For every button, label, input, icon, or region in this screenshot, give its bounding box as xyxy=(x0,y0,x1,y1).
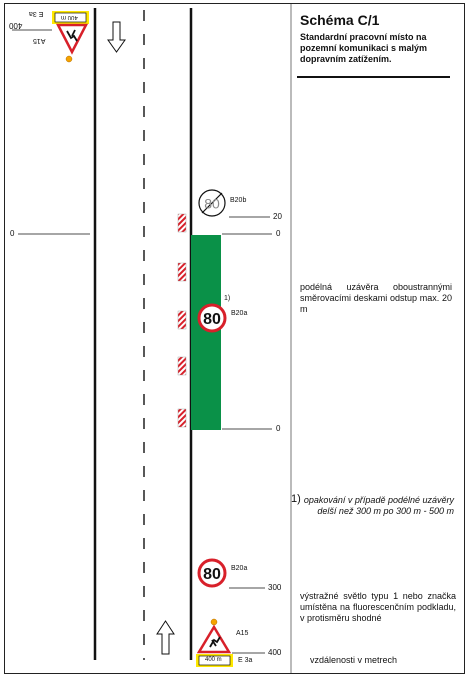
end-speed-distance: 20 xyxy=(273,212,282,221)
speed-2-distance: 300 xyxy=(268,583,282,592)
end-speed-code: B20b xyxy=(230,197,247,204)
top-plate-text: 400 m xyxy=(61,13,78,20)
title-divider xyxy=(297,76,450,78)
speed-2-code: B20a xyxy=(231,565,248,572)
speed-1-code: B20a xyxy=(231,310,248,317)
speed-limit-sign-2-group xyxy=(199,560,225,586)
top-distance-label: 400 xyxy=(9,21,23,30)
scheme-title: Schéma C/1 xyxy=(300,12,380,28)
end-speed-limit-value: 80 xyxy=(204,195,220,212)
top-plate-code: E 3a xyxy=(29,10,44,17)
left-zero-label: 0 xyxy=(10,229,15,238)
zone-start-label: 0 xyxy=(276,229,281,238)
bottom-sign-code: A15 xyxy=(236,630,249,637)
footnote-text: opakování v případě podélné uzávěry delší než 300 m po 300 m - 500 m xyxy=(303,495,454,516)
work-zone xyxy=(191,235,221,430)
bottom-plate-code: E 3a xyxy=(238,657,253,664)
speed-limit-value: 80 xyxy=(203,566,221,583)
footnote-marker: 1) xyxy=(291,493,301,505)
directional-board xyxy=(178,311,186,329)
bottom-distance: 400 xyxy=(268,648,282,657)
bottom-plate-text: 400 m xyxy=(205,657,222,663)
zone-end-label: 0 xyxy=(276,424,281,433)
directional-board xyxy=(178,263,186,281)
directional-boards xyxy=(178,214,186,427)
speed-limit-sign-1-group xyxy=(199,305,225,331)
speed-limit-value: 80 xyxy=(203,311,221,328)
top-warning-light-icon xyxy=(66,56,72,62)
speed-1-marker: 1) xyxy=(224,295,231,302)
directional-board xyxy=(178,214,186,232)
distance-unit-note: vzdálenosti v metrech xyxy=(310,655,398,665)
direction-arrow-down xyxy=(108,22,125,52)
warning-light-note: výstražné světlo typu 1 nebo značka umístěna na fluorescenčním podkladu, v protisměru shodné xyxy=(300,591,456,623)
top-sign-code: A15 xyxy=(33,37,46,44)
top-work-sign-icon xyxy=(58,25,86,52)
directional-board xyxy=(178,357,186,375)
directional-board xyxy=(178,409,186,427)
scheme-description: Standardní pracovní místo na pozemní komunikaci s malým dopravním zatížením. xyxy=(300,32,428,64)
bottom-warning-light-icon xyxy=(211,619,217,625)
direction-arrow-up xyxy=(157,621,174,654)
barrier-note: podélná uzávěra oboustrannými směrovacími deskami odstup max. 20 m xyxy=(300,282,452,314)
